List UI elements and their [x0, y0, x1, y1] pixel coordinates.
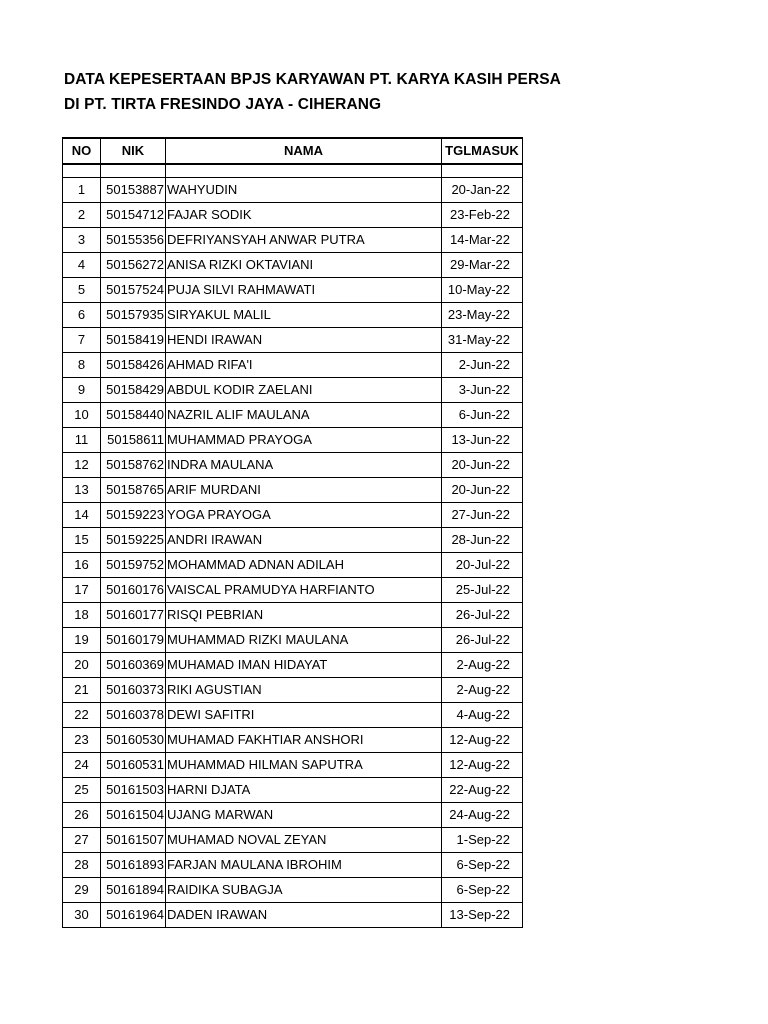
- table-row: [63, 527, 523, 552]
- nama-cell: NAZRIL ALIF MAULANA: [166, 402, 442, 427]
- nama-cell: YOGA PRAYOGA: [166, 502, 442, 527]
- table-row: [63, 452, 523, 477]
- no-cell: 19: [63, 627, 101, 652]
- table-body: [63, 164, 523, 927]
- table-row: [63, 852, 523, 877]
- tglmasuk-cell: 20-Jun-22: [442, 477, 523, 502]
- table-row: [63, 652, 523, 677]
- no-cell: 5: [63, 277, 101, 302]
- table-row: [63, 877, 523, 902]
- table-row: [63, 827, 523, 852]
- table-header: [63, 138, 523, 164]
- table-row: [63, 602, 523, 627]
- no-cell: 15: [63, 527, 101, 552]
- header-row: [63, 138, 523, 164]
- no-cell: 2: [63, 202, 101, 227]
- no-cell: 22: [63, 702, 101, 727]
- nama-cell: ANISA RIZKI OKTAVIANI: [166, 252, 442, 277]
- nik-cell: 50158611: [101, 427, 166, 452]
- nama-cell: RISQI PEBRIAN: [166, 602, 442, 627]
- header-tglmasuk: TGLMASUK: [442, 138, 523, 164]
- nik-cell: 50158765: [101, 477, 166, 502]
- table-row: [63, 677, 523, 702]
- table-row: [63, 377, 523, 402]
- tglmasuk-cell: 26-Jul-22: [442, 602, 523, 627]
- table-row: [63, 277, 523, 302]
- no-cell: 24: [63, 752, 101, 777]
- table-row: [63, 777, 523, 802]
- empty-cell: [442, 164, 523, 177]
- nama-cell: ABDUL KODIR ZAELANI: [166, 377, 442, 402]
- header-nama: NAMA: [166, 138, 442, 164]
- no-cell: 28: [63, 852, 101, 877]
- empty-cell: [166, 164, 442, 177]
- nik-cell: 50159752: [101, 552, 166, 577]
- tglmasuk-cell: 14-Mar-22: [442, 227, 523, 252]
- table-row: [63, 477, 523, 502]
- nik-cell: 50159223: [101, 502, 166, 527]
- nik-cell: 50158426: [101, 352, 166, 377]
- table-row: [63, 727, 523, 752]
- no-cell: 11: [63, 427, 101, 452]
- tglmasuk-cell: 26-Jul-22: [442, 627, 523, 652]
- no-cell: 10: [63, 402, 101, 427]
- table-row: [63, 202, 523, 227]
- nama-cell: MUHAMMAD HILMAN SAPUTRA: [166, 752, 442, 777]
- nama-cell: AHMAD RIFA'I: [166, 352, 442, 377]
- tglmasuk-cell: 20-Jul-22: [442, 552, 523, 577]
- tglmasuk-cell: 29-Mar-22: [442, 252, 523, 277]
- table-row: [63, 252, 523, 277]
- empty-spacer-row: [63, 164, 523, 177]
- no-cell: 3: [63, 227, 101, 252]
- nama-cell: RIKI AGUSTIAN: [166, 677, 442, 702]
- no-cell: 6: [63, 302, 101, 327]
- tglmasuk-cell: 6-Jun-22: [442, 402, 523, 427]
- no-cell: 26: [63, 802, 101, 827]
- nik-cell: 50160179: [101, 627, 166, 652]
- nama-cell: WAHYUDIN: [166, 177, 442, 202]
- nik-cell: 50160531: [101, 752, 166, 777]
- nama-cell: FARJAN MAULANA IBROHIM: [166, 852, 442, 877]
- nama-cell: UJANG MARWAN: [166, 802, 442, 827]
- no-cell: 7: [63, 327, 101, 352]
- no-cell: 23: [63, 727, 101, 752]
- nik-cell: 50158419: [101, 327, 166, 352]
- tglmasuk-cell: 31-May-22: [442, 327, 523, 352]
- no-cell: 18: [63, 602, 101, 627]
- no-cell: 17: [63, 577, 101, 602]
- nama-cell: ARIF MURDANI: [166, 477, 442, 502]
- nama-cell: MOHAMMAD ADNAN ADILAH: [166, 552, 442, 577]
- tglmasuk-cell: 22-Aug-22: [442, 777, 523, 802]
- nik-cell: 50159225: [101, 527, 166, 552]
- nik-cell: 50158429: [101, 377, 166, 402]
- nama-cell: MUHAMAD FAKHTIAR ANSHORI: [166, 727, 442, 752]
- table-row: [63, 352, 523, 377]
- tglmasuk-cell: 23-Feb-22: [442, 202, 523, 227]
- nama-cell: INDRA MAULANA: [166, 452, 442, 477]
- nama-cell: DEWI SAFITRI: [166, 702, 442, 727]
- table-row: [63, 577, 523, 602]
- no-cell: 1: [63, 177, 101, 202]
- nama-cell: DADEN IRAWAN: [166, 902, 442, 927]
- no-cell: 29: [63, 877, 101, 902]
- header-no: NO: [63, 138, 101, 164]
- no-cell: 16: [63, 552, 101, 577]
- nama-cell: MUHAMMAD PRAYOGA: [166, 427, 442, 452]
- nama-cell: SIRYAKUL MALIL: [166, 302, 442, 327]
- tglmasuk-cell: 2-Aug-22: [442, 677, 523, 702]
- table-row: [63, 502, 523, 527]
- nik-cell: 50161507: [101, 827, 166, 852]
- nik-cell: 50160177: [101, 602, 166, 627]
- nik-cell: 50154712: [101, 202, 166, 227]
- no-cell: 30: [63, 902, 101, 927]
- table-row: [63, 402, 523, 427]
- table-row: [63, 302, 523, 327]
- table-row: [63, 552, 523, 577]
- tglmasuk-cell: 27-Jun-22: [442, 502, 523, 527]
- tglmasuk-cell: 20-Jun-22: [442, 452, 523, 477]
- nama-cell: MUHAMMAD RIZKI MAULANA: [166, 627, 442, 652]
- empty-cell: [101, 164, 166, 177]
- nik-cell: 50160378: [101, 702, 166, 727]
- empty-cell: [63, 164, 101, 177]
- tglmasuk-cell: 13-Sep-22: [442, 902, 523, 927]
- nama-cell: MUHAMAD IMAN HIDAYAT: [166, 652, 442, 677]
- no-cell: 13: [63, 477, 101, 502]
- tglmasuk-cell: 2-Aug-22: [442, 652, 523, 677]
- nik-cell: 50155356: [101, 227, 166, 252]
- table-row: [63, 902, 523, 927]
- nama-cell: DEFRIYANSYAH ANWAR PUTRA: [166, 227, 442, 252]
- nama-cell: VAISCAL PRAMUDYA HARFIANTO: [166, 577, 442, 602]
- nik-cell: 50161894: [101, 877, 166, 902]
- nik-cell: 50153887: [101, 177, 166, 202]
- nik-cell: 50161893: [101, 852, 166, 877]
- nik-cell: 50158762: [101, 452, 166, 477]
- tglmasuk-cell: 13-Jun-22: [442, 427, 523, 452]
- document-title-line-2: DI PT. TIRTA FRESINDO JAYA - CIHERANG: [64, 96, 382, 113]
- table-row: [63, 702, 523, 727]
- nama-cell: HARNI DJATA: [166, 777, 442, 802]
- tglmasuk-cell: 6-Sep-22: [442, 852, 523, 877]
- tglmasuk-cell: 2-Jun-22: [442, 352, 523, 377]
- nama-cell: FAJAR SODIK: [166, 202, 442, 227]
- tglmasuk-cell: 3-Jun-22: [442, 377, 523, 402]
- table-row: [63, 752, 523, 777]
- table-row: [63, 802, 523, 827]
- participant-table: [62, 137, 523, 928]
- no-cell: 4: [63, 252, 101, 277]
- tglmasuk-cell: 25-Jul-22: [442, 577, 523, 602]
- tglmasuk-cell: 20-Jan-22: [442, 177, 523, 202]
- tglmasuk-cell: 1-Sep-22: [442, 827, 523, 852]
- table-row: [63, 227, 523, 252]
- table-row: [63, 177, 523, 202]
- nik-cell: 50160176: [101, 577, 166, 602]
- table-row: [63, 627, 523, 652]
- tglmasuk-cell: 10-May-22: [442, 277, 523, 302]
- document-title-line-1: DATA KEPESERTAAN BPJS KARYAWAN PT. KARYA KASIH PERSA: [64, 71, 561, 88]
- nama-cell: HENDI IRAWAN: [166, 327, 442, 352]
- nik-cell: 50161504: [101, 802, 166, 827]
- tglmasuk-cell: 12-Aug-22: [442, 752, 523, 777]
- nik-cell: 50161503: [101, 777, 166, 802]
- tglmasuk-cell: 23-May-22: [442, 302, 523, 327]
- nik-cell: 50161964: [101, 902, 166, 927]
- nik-cell: 50157524: [101, 277, 166, 302]
- no-cell: 14: [63, 502, 101, 527]
- no-cell: 21: [63, 677, 101, 702]
- tglmasuk-cell: 24-Aug-22: [442, 802, 523, 827]
- nik-cell: 50160373: [101, 677, 166, 702]
- tglmasuk-cell: 28-Jun-22: [442, 527, 523, 552]
- tglmasuk-cell: 12-Aug-22: [442, 727, 523, 752]
- table-row: [63, 327, 523, 352]
- nik-cell: 50160369: [101, 652, 166, 677]
- nama-cell: RAIDIKA SUBAGJA: [166, 877, 442, 902]
- nik-cell: 50157935: [101, 302, 166, 327]
- no-cell: 20: [63, 652, 101, 677]
- nik-cell: 50160530: [101, 727, 166, 752]
- nama-cell: PUJA SILVI RAHMAWATI: [166, 277, 442, 302]
- table-row: [63, 427, 523, 452]
- tglmasuk-cell: 6-Sep-22: [442, 877, 523, 902]
- no-cell: 25: [63, 777, 101, 802]
- nik-cell: 50156272: [101, 252, 166, 277]
- no-cell: 27: [63, 827, 101, 852]
- nama-cell: MUHAMAD NOVAL ZEYAN: [166, 827, 442, 852]
- tglmasuk-cell: 4-Aug-22: [442, 702, 523, 727]
- no-cell: 9: [63, 377, 101, 402]
- no-cell: 8: [63, 352, 101, 377]
- nama-cell: ANDRI IRAWAN: [166, 527, 442, 552]
- no-cell: 12: [63, 452, 101, 477]
- nik-cell: 50158440: [101, 402, 166, 427]
- header-nik: NIK: [101, 138, 166, 164]
